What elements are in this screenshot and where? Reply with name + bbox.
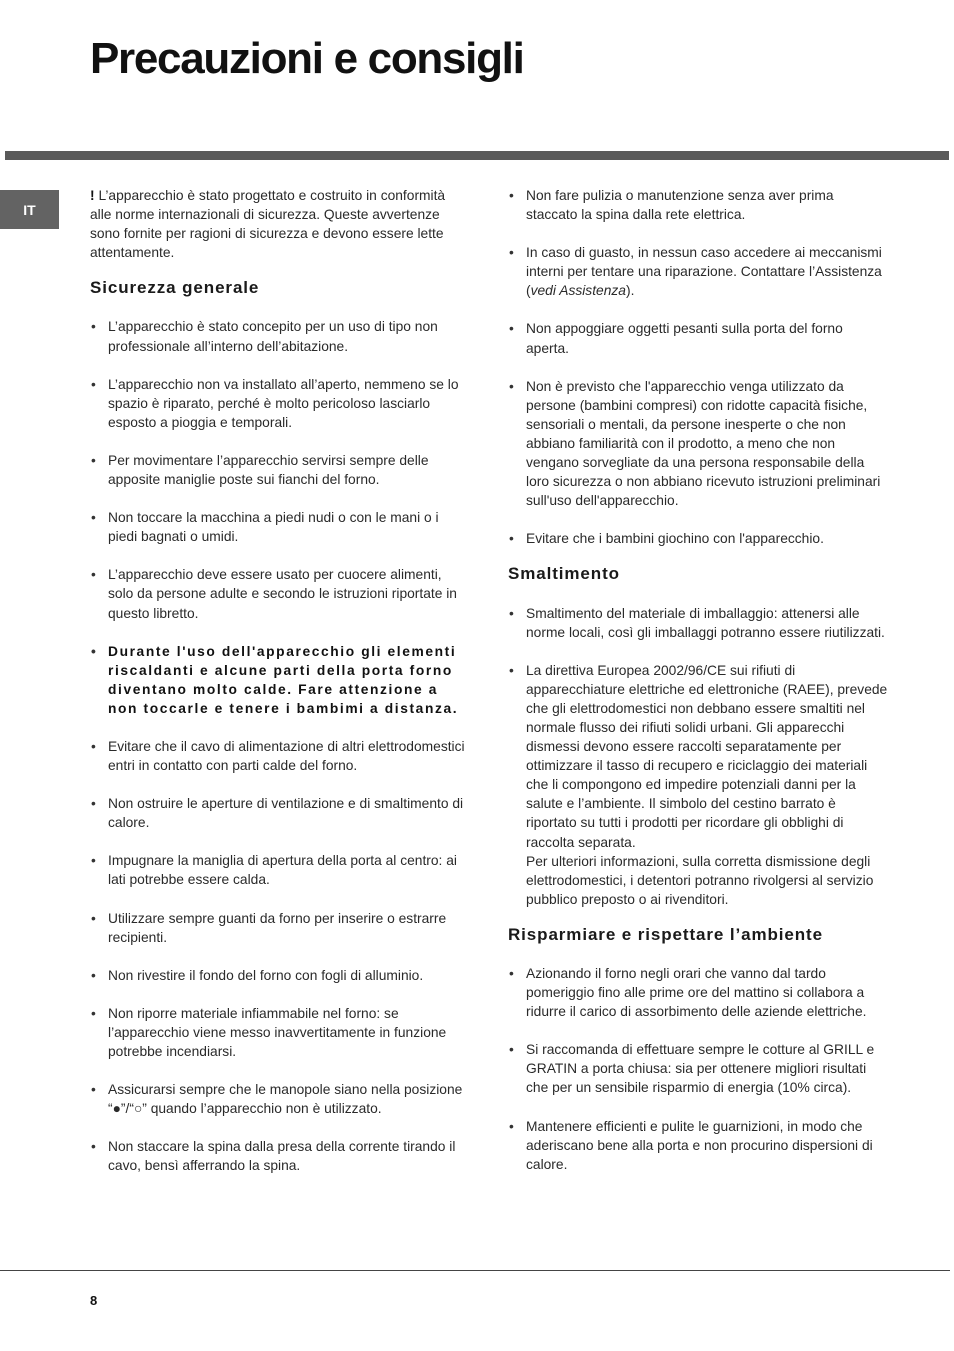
list-item: • Non riporre materiale infiammabile nel forno: se l’apparecchio viene messo inavvertitamente in funzione potrebbe incendiarsi. — [90, 1004, 468, 1061]
list-item: • Utilizzare sempre guanti da forno per inserire o estrarre recipienti. — [90, 909, 468, 947]
list-item: • Per movimentare l’apparecchio servirsi sempre delle apposite maniglie poste sui fianchi del forno. — [90, 451, 468, 489]
list-item — [508, 243, 888, 300]
header-rule — [5, 151, 949, 160]
list-item-text-tail: ). — [625, 283, 635, 299]
section-heading-sicurezza: Sicurezza generale — [90, 278, 260, 298]
list-item: • Non rivestire il fondo del forno con fogli di alluminio. — [90, 966, 468, 985]
list-item: • Non ostruire le aperture di ventilazione e di smaltimento di calore. — [90, 794, 468, 832]
page-number: 8 — [90, 1293, 98, 1308]
section-heading-smaltimento: Smaltimento — [508, 564, 620, 584]
intro-warning — [90, 186, 468, 262]
intro-text: L’apparecchio è stato progettato e costruito in conformità alle norme internazionali di sicurezza. Queste avvertenze sono fornite per ragioni di sicurezza e devono essere lette attentamente. — [90, 188, 446, 261]
list-item: • Evitare che il cavo di alimentazione di altri elettrodomestici entri in contatto con parti calde del forno. — [90, 737, 468, 775]
list-item: • Non fare pulizia o manutenzione senza aver prima staccato la spina dalla rete elettrica. — [508, 186, 888, 224]
language-tab: IT — [0, 190, 59, 229]
warning-mark-icon: ! — [90, 188, 95, 203]
list-item: • Smaltimento del materiale di imballaggio: attenersi alle norme locali, così gli imballaggi potranno essere riutilizzati. — [508, 604, 888, 642]
list-item: • Non staccare la spina dalla presa della corrente tirando il cavo, bensì afferrando la spina. — [90, 1137, 468, 1175]
list-item: • Non appoggiare oggetti pesanti sulla porta del forno aperta. — [508, 319, 888, 357]
assistenza-reference: vedi Assistenza — [530, 283, 626, 299]
page-title: Precauzioni e consigli — [90, 34, 524, 83]
list-item-text: In caso di guasto, in nessun caso accedere ai meccanismi interni per tentare una riparazione. Contattare l’Assistenza ( — [526, 245, 882, 299]
left-column — [90, 186, 468, 1175]
list-item: • Si raccomanda di effettuare sempre le cotture al GRILL e GRATIN a porta chiusa: sia per ottenere migliori risultati che per un sensibile risparmio di energia (10% circa). — [508, 1040, 888, 1097]
list-item-text: La direttiva Europea 2002/96/CE sui rifiuti di apparecchiature elettriche ed elettroniche (RAEE), prevede che gli elettrodomestici non debbano essere smaltiti nel normale flusso dei rifiuti solidi urbani. Gli apparecchi dismessi devono essere raccolti separatamente per ottimizzare il tasso di recupero e riciclaggio dei materiali che li compongono ed impedire potenziali danni per la salute e l’ambiente. Il simbolo del cestino barrato è riportato su tutti i prodotti per ricordare gli obblighi di raccolta separata. — [526, 662, 888, 850]
list-item: • L’apparecchio è stato concepito per un uso di tipo non professionale all’interno dell’abitazione. — [90, 317, 468, 355]
list-item-warning: • Durante l'uso dell'apparecchio gli elementi riscaldanti e alcune parti della porta forno diventano molto calde. Fare attenzione a non toccarle e tenere i bambimi a distanza. — [90, 642, 468, 718]
list-item: • Assicurarsi sempre che le manopole siano nella posizione “●”/“○” quando l’apparecchio non è utilizzato. — [90, 1080, 468, 1118]
section-heading-risparmio: Risparmiare e rispettare l’ambiente — [508, 924, 823, 944]
footer-rule — [0, 1270, 950, 1271]
list-item: • Azionando il forno negli orari che vanno dal tardo pomeriggio fino alle prime ore del mattino si collabora a ridurre il carico di assorbimento delle aziende elettriche. — [508, 964, 888, 1021]
list-item: • Non è previsto che l'apparecchio venga utilizzato da persone (bambini compresi) con ridotte capacità fisiche, sensoriali o mentali, da persone inesperte o che non abbiano familiarità con il prodotto, a meno che non vengano sorvegliate da una persona responsabile della loro sicurezza o non abbiano ricevuto istruzioni preliminari sull'uso dell'apparecchio. — [508, 377, 888, 511]
sicurezza-list-continued — [508, 186, 888, 548]
list-item: • Mantenere efficienti e pulite le guarnizioni, in modo che aderiscano bene alla porta e non procurino dispersioni di calore. — [508, 1117, 888, 1174]
smaltimento-list — [508, 604, 888, 909]
right-column — [508, 186, 888, 1174]
list-item: • L’apparecchio non va installato all’aperto, nemmeno se lo spazio è riparato, perché è molto pericoloso lasciarlo esposto a pioggia e temporali. — [90, 375, 468, 432]
sicurezza-list — [90, 317, 468, 1175]
list-item: • Non toccare la macchina a piedi nudi o con le mani o i piedi bagnati o umidi. — [90, 508, 468, 546]
list-item: • L’apparecchio deve essere usato per cuocere alimenti, solo da persone adulte e secondo le istruzioni riportate in questo libretto. — [90, 565, 468, 622]
list-item: • Evitare che i bambini giochino con l'apparecchio. — [508, 529, 888, 548]
risparmio-list — [508, 964, 888, 1174]
list-item — [508, 661, 888, 909]
list-item: • Impugnare la maniglia di apertura della porta al centro: ai lati potrebbe essere calda. — [90, 851, 468, 889]
list-item-extra: Per ulteriori informazioni, sulla corretta dismissione degli elettrodomestici, i detentori potranno rivolgersi al servizio pubblico preposto o ai rivenditori. — [526, 853, 874, 907]
